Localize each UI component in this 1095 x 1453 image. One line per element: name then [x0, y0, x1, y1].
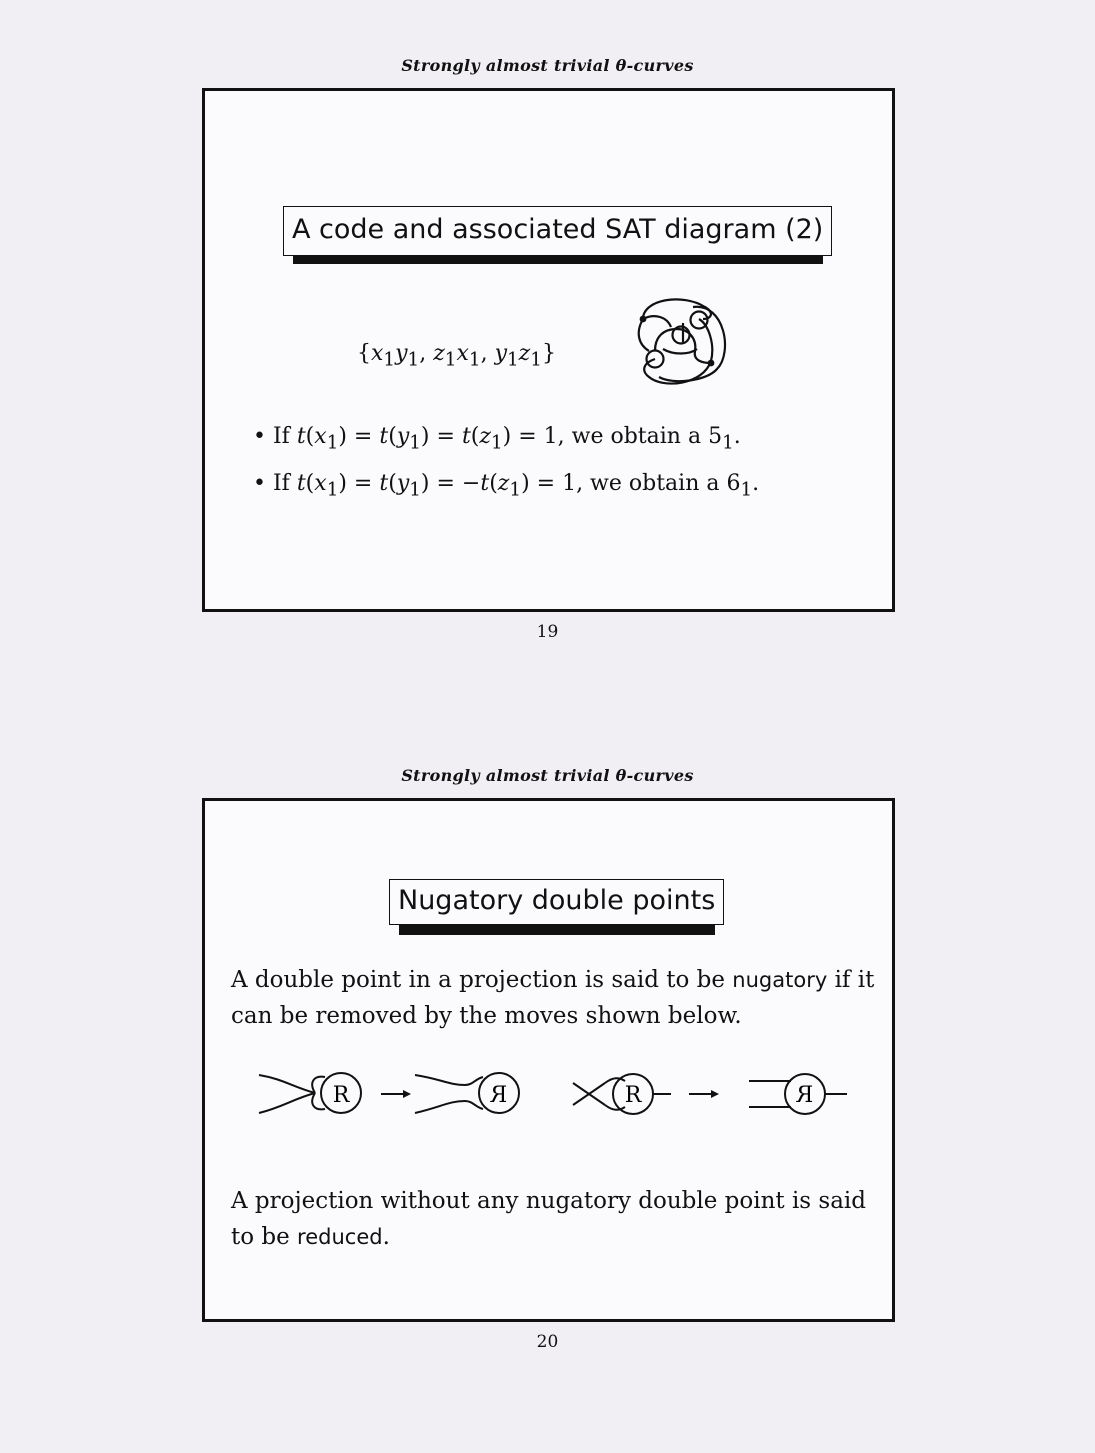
bullet-item: • If $t(x_1) = t(y_1) = -t(z_1) = 1$, we obtain a $6_1$. — [253, 471, 760, 501]
running-head: Strongly almost trivial θ-curves — [401, 766, 694, 785]
page-number: 20 — [536, 1332, 559, 1352]
slide-title: Nugatory double points — [389, 879, 724, 925]
slide-19 — [202, 88, 895, 612]
code-set: {$x_1y_1$, $z_1x_1$, $y_1z_1$} — [357, 341, 556, 371]
term-nugatory: nugatory — [732, 968, 828, 992]
sat-diagram — [633, 293, 733, 393]
region-label-r-mirrored: R — [796, 1083, 814, 1108]
term-reduced: reduced — [297, 1225, 383, 1249]
slide-title: A code and associated SAT diagram (2) — [283, 206, 832, 256]
region-label-r: R — [624, 1083, 642, 1108]
nugatory-moves-diagram — [253, 1063, 853, 1123]
slide-20 — [202, 798, 895, 1322]
paragraph: A double point in a projection is said to be nugatory if it can be removed by the moves shown below. — [231, 967, 875, 1029]
region-label-r-mirrored: R — [490, 1083, 508, 1108]
page-number: 19 — [536, 622, 559, 642]
paragraph: A projection without any nugatory double point is said to be reduced. — [231, 1188, 867, 1250]
bullet-item: • If $t(x_1) = t(y_1) = t(z_1) = 1$, we obtain a $5_1$. — [253, 424, 741, 454]
region-label-r: R — [332, 1083, 350, 1108]
running-head: Strongly almost trivial θ-curves — [401, 56, 694, 75]
